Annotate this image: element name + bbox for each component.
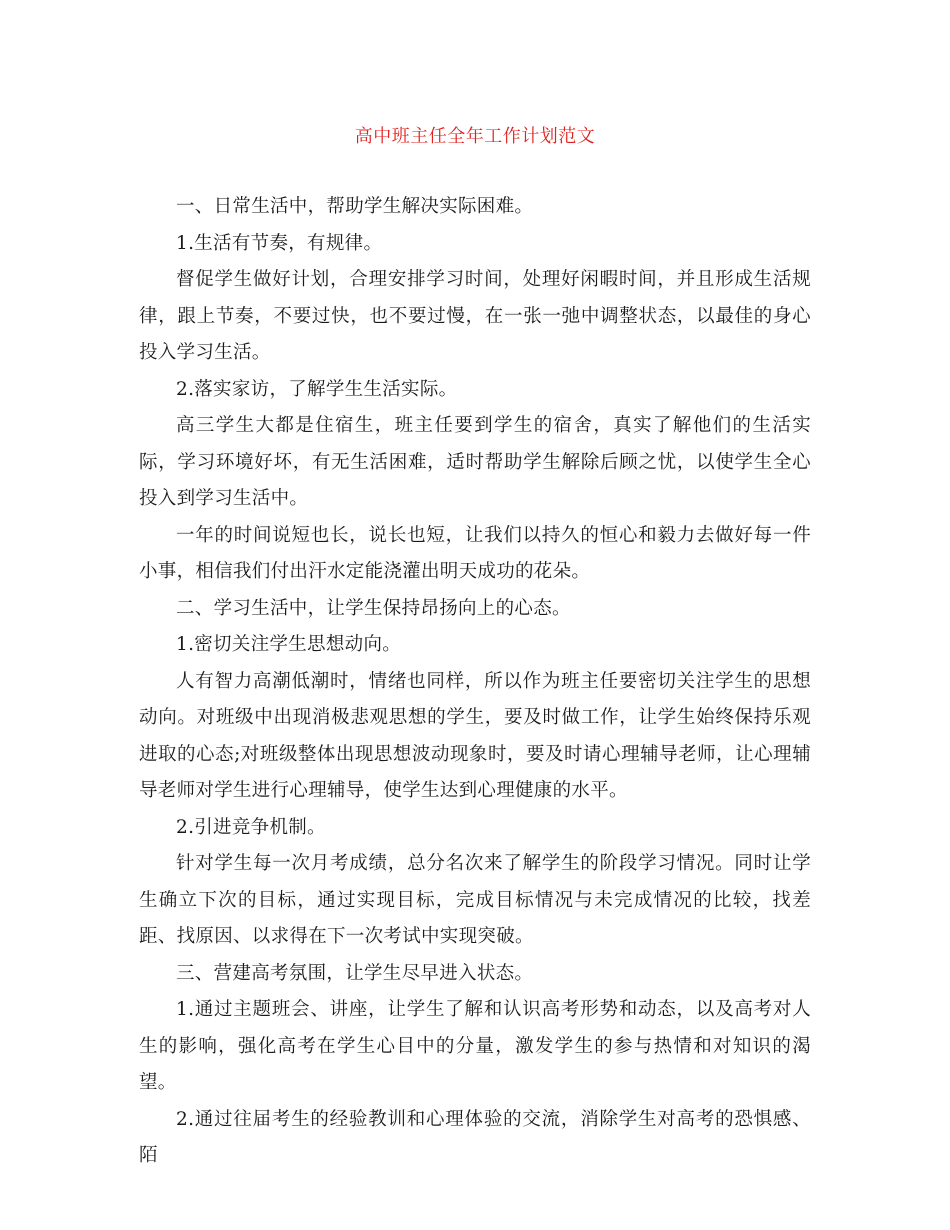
document-title: 高中班主任全年工作计划范文 xyxy=(354,126,596,147)
paragraph: 1.密切关注学生思想动向。 xyxy=(176,634,402,655)
paragraph: 人有智力高潮低潮时，情绪也同样，所以作为班主任要密切关注学生的思想动向。对班级中出现消极悲观思想的学生，要及时做工作，让学生始终保持乐观进取的心态;对班级整体出现思想波动现象时，要及时请心理辅导老师，让心理辅导老师对学生进行心理辅导，使学生达到心理健康的水平。 xyxy=(139,670,811,801)
paragraph: 2.引进竞争机制。 xyxy=(176,816,326,838)
paragraph: 督促学生做好计划，合理安排学习时间，处理好闲暇时间，并且形成生活规律，跟上节奏，不要过快，也不要过慢，在一张一弛中调整状态，以最佳的身心投入学习生活。 xyxy=(139,269,811,363)
paragraph: 针对学生每一次月考成绩，总分名次来了解学生的阶段学习情况。同时让学生确立下次的目标，通过实现目标，完成目标情况与未完成情况的比较，找差距、找原因、以求得在下一次考试中实现突破。 xyxy=(139,853,811,947)
paragraph: 1.生活有节奏，有规律。 xyxy=(176,232,383,254)
paragraph: 2.落实家访，了解学生生活实际。 xyxy=(176,378,458,400)
paragraph: 二、学习生活中，让学生保持昂扬向上的心态。 xyxy=(176,597,571,619)
paragraph: 2.通过往届考生的经验教训和心理体验的交流，消除学生对高考的恐惧感、陌 xyxy=(139,1108,811,1166)
paragraph: 一年的时间说短也长，说长也短，让我们以持久的恒心和毅力去做好每一件小事，相信我们付出汗水定能浇灌出明天成功的花朵。 xyxy=(139,524,811,582)
paragraph: 1.通过主题班会、讲座，让学生了解和认识高考形势和动态，以及高考对人生的影响，强化高考在学生心目中的分量，激发学生的参与热情和对知识的渴望。 xyxy=(139,999,811,1093)
paragraph: 一、日常生活中，帮助学生解决实际困难。 xyxy=(176,196,534,217)
paragraph: 高三学生大都是住宿生，班主任要到学生的宿舍，真实了解他们的生活实际，学习环境好坏，有无生活困难，适时帮助学生解除后顾之忧，以使学生全心投入到学习生活中。 xyxy=(139,415,811,509)
paragraph: 三、营建高考氛围，让学生尽早进入状态。 xyxy=(176,962,534,984)
document-body xyxy=(139,189,811,1175)
